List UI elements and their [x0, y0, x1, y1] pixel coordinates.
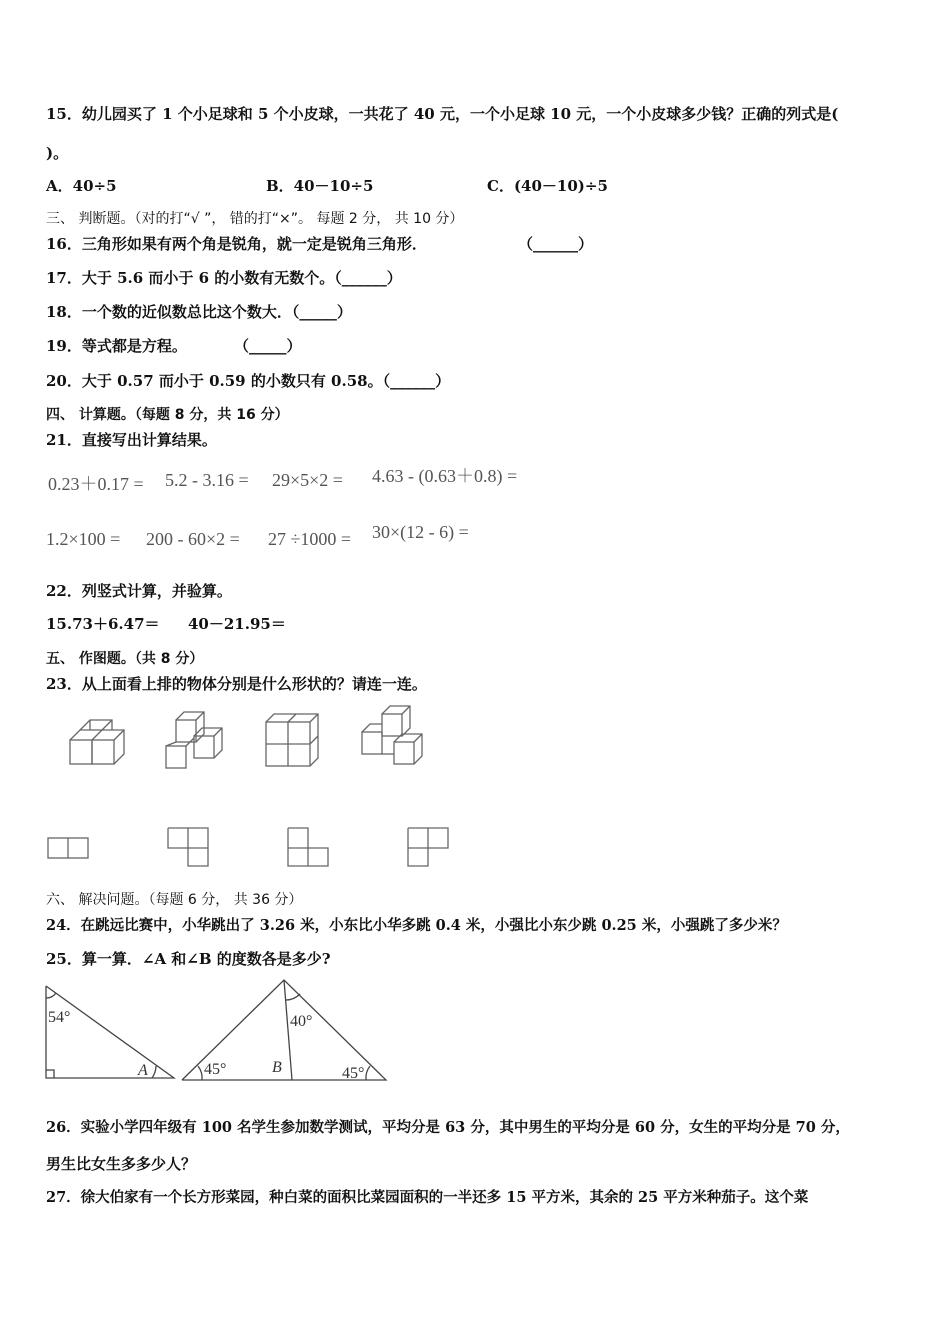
- q16-blank: （______）: [518, 235, 594, 253]
- calc-8: 30×(12 - 6) =: [372, 522, 469, 542]
- angle-b-label: B: [272, 1059, 282, 1076]
- q24-text: 24．在跳远比赛中，小华跳出了 3.26 米，小东比小华多跳 0.4 米，小强比小东少跳 0.25 米，小强跳了多少米？: [46, 917, 787, 934]
- q22-item-1: 15.73＋6.47＝: [46, 615, 160, 633]
- calc-6: 200 - 60×2 =: [146, 529, 240, 549]
- q15-text: 15．幼儿园买了 1 个小足球和 5 个小皮球，一共花了 40 元，一个小足球 10 元，一个小皮球多少钱？正确的列式是(: [46, 105, 839, 123]
- angle-40-label: 40°: [290, 1013, 313, 1030]
- q20-text: 20．大于 0.57 而小于 0.59 的小数只有 0.58。（______）: [46, 372, 451, 390]
- q23-text: 23．从上面看上排的物体分别是什么形状的？请连一连。: [46, 675, 427, 693]
- triangle-figure-2: [178, 974, 392, 1086]
- q19-text: 19．等式都是方程。: [46, 337, 187, 355]
- cube-figure-3: [260, 708, 326, 774]
- calc-1: 0.23＋0.17 =: [48, 474, 144, 494]
- calc-7: 27 ÷1000 =: [268, 529, 352, 549]
- q17-text: 17．大于 5.6 而小于 6 的小数有无数个。（______）: [46, 269, 402, 287]
- cube-figure-1: [60, 712, 130, 772]
- q15-option-c: C．(40－10)÷5: [487, 177, 608, 195]
- top-view-shape-2: [166, 826, 212, 870]
- q26-line-2: 男生比女生多多少人？: [46, 1155, 197, 1173]
- top-view-shape-4: [406, 826, 452, 870]
- q22-item-2: 40－21.95＝: [188, 615, 286, 633]
- section-6-heading: 六、 解决问题。（每题 6 分， 共 36 分）: [46, 892, 303, 908]
- angle-45-right-label: 45°: [342, 1065, 365, 1082]
- q21-title: 21．直接写出计算结果。: [46, 431, 217, 449]
- q26-line-1: 26．实验小学四年级有 100 名学生参加数学测试，平均分是 63 分，其中男生的平均分是 60 分，女生的平均分是 70 分，: [46, 1119, 850, 1136]
- angle-54-label: 54°: [48, 1009, 71, 1026]
- triangle-figure-1: [40, 982, 180, 1086]
- q18-text: 18．一个数的近似数总比这个数大．（_____）: [46, 303, 352, 321]
- q25-title: 25．算一算．∠A 和∠B 的度数各是多少?: [46, 950, 331, 968]
- calc-3: 29×5×2 =: [272, 470, 343, 490]
- calc-4: 4.63 - (0.63＋0.8) =: [372, 466, 518, 486]
- q15-tail: )。: [46, 144, 69, 162]
- q22-title: 22．列竖式计算，并验算。: [46, 582, 232, 600]
- q15-option-a: A．40÷5: [46, 177, 117, 195]
- calc-2: 5.2 - 3.16 =: [165, 470, 249, 490]
- calc-5: 1.2×100 =: [46, 529, 121, 549]
- cube-figure-4: [354, 702, 426, 772]
- q19-blank: （_____）: [234, 337, 302, 355]
- angle-45-left-label: 45°: [204, 1061, 227, 1078]
- top-view-shape-3: [286, 826, 332, 870]
- q15-option-b: B．40－10÷5: [266, 177, 374, 195]
- q27-text: 27．徐大伯家有一个长方形菜园，种白菜的面积比菜园面积的一半还多 15 平方米，其余的 25 平方米种茄子。这个菜: [46, 1189, 809, 1206]
- q16-text: 16．三角形如果有两个角是锐角，就一定是锐角三角形．: [46, 235, 427, 253]
- section-4-heading: 四、 计算题。（每题 8 分，共 16 分）: [46, 407, 289, 423]
- section-5-heading: 五、 作图题。（共 8 分）: [46, 651, 204, 667]
- top-view-shape-1: [46, 836, 92, 862]
- cube-figure-2: [158, 708, 230, 774]
- section-3-heading: 三、 判断题。（对的打“√ ”， 错的打“×”。 每题 2 分， 共 10 分）: [46, 211, 464, 227]
- angle-a-label: A: [138, 1062, 148, 1079]
